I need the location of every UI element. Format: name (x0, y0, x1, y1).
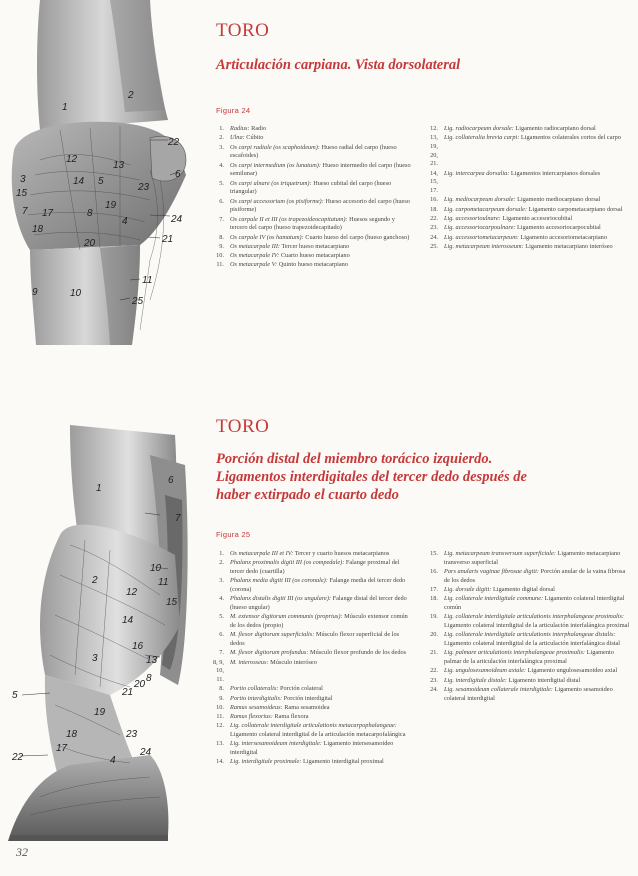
fig25-label: 10 (150, 563, 162, 574)
legend-spanish-term: Ligamento digital dorsal (491, 586, 555, 593)
legend-text (230, 613, 413, 630)
legend-text (230, 134, 413, 143)
legend-spanish-term: Ligamento accesoriometacarpiano (518, 233, 607, 241)
legend-item (208, 125, 413, 134)
fig24-label: 1 (62, 102, 68, 113)
legend-spanish-term: Ligamento metacarpiano interóseo (523, 242, 613, 250)
legend-item (208, 252, 413, 261)
legend-number: 12. (216, 722, 224, 730)
legend-number: 10. (216, 252, 224, 260)
legend-item (208, 659, 413, 685)
legend-number: 2. (219, 134, 224, 142)
fig25-label: 6 (168, 475, 174, 486)
legend-item (422, 224, 630, 233)
legend-number: 7. (219, 215, 224, 223)
fig25-label: 11 (158, 577, 169, 588)
legend-number: 11. (216, 261, 224, 269)
legend-number: 20. (430, 631, 438, 639)
legend-item (422, 550, 630, 567)
fig25-label: 19 (94, 707, 106, 718)
legend-item (208, 216, 413, 233)
figure-24-legend-left (208, 125, 413, 271)
legend-latin-term: Os metacarpale III et IV: (230, 550, 294, 557)
fig25-label: 21 (122, 687, 134, 698)
legend-latin-term: Lig. sesamoideum collaterale interdigitale: (444, 685, 553, 693)
legend-number: 5. (219, 179, 224, 187)
legend-text (444, 243, 630, 252)
fig24-label: 10 (70, 288, 82, 299)
legend-spanish-term: Ligamento accesoriocarpocubital (515, 224, 601, 232)
legend-text (230, 649, 413, 658)
legend-spanish-term: Quinto hueso metacarpiano (277, 261, 348, 269)
fig24-label: 15 (16, 188, 28, 199)
legend-text (230, 704, 413, 713)
legend-number: 1. (219, 125, 224, 132)
legend-spanish-term: Músculo flexor profundo de los dedos (308, 649, 407, 657)
legend-spanish-term: Tercer hueso metacarpiano (280, 242, 350, 250)
legend-latin-term: Lig. accessorioulnare: (444, 215, 501, 222)
fig24-label: 8 (87, 208, 93, 219)
legend-item (208, 243, 413, 252)
legend-latin-term: Lig. collaterale interdigitale articulationis interphalangeae proximalis: (444, 613, 625, 621)
fig24-label: 11 (142, 275, 153, 286)
legend-spanish-term: Ligamento mediocarpiano dorsal (515, 196, 601, 204)
legend-item (422, 206, 630, 215)
legend-spanish-term: Hueso intermedio del carpo (hueso semilunar) (230, 161, 411, 178)
legend-number: 7. (219, 649, 224, 657)
legend-latin-term: Lig. collaterale interdigitale commune: (444, 595, 544, 603)
legend-latin-term: M. extensor digitorum communis (proprius): (230, 613, 343, 621)
legend-number: 1. (219, 550, 224, 557)
legend-spanish-term: Músculo extensor común de los dedos (propio) (230, 613, 408, 629)
legend-item (208, 234, 413, 243)
legend-latin-term: Lig. metacarpeum interosseum: (444, 242, 524, 250)
legend-number: 15. (430, 550, 438, 557)
legend-spanish-term: Ligamento colateral interdigital de la articulación metacarpofalángica (230, 731, 406, 739)
legend-item (208, 685, 413, 694)
legend-latin-term: Lig. mediocarpeum dorsale: (444, 196, 516, 204)
fig25-label: 20 (134, 679, 146, 690)
legend-text (444, 196, 630, 205)
legend-text (230, 144, 413, 161)
legend-text (230, 243, 413, 252)
fig24-label: 19 (105, 200, 117, 211)
figure-24-legend-right (422, 125, 630, 252)
legend-latin-term: Os carpale II et III (os trapezoideocapitatum): (230, 215, 348, 223)
legend-text (444, 595, 630, 612)
legend-latin-term: Ramus sesamoideus: (230, 703, 283, 711)
legend-number: 18. (430, 205, 438, 213)
fig25-label: 13 (146, 655, 158, 666)
legend-spanish-term: Ligamento ungulosesamoideo axial (526, 667, 618, 675)
legend-text (230, 595, 413, 612)
fig25-label: 2 (92, 575, 98, 586)
legend-text (444, 686, 630, 703)
legend-text (444, 568, 630, 585)
fig25-label: 7 (175, 513, 181, 524)
legend-item (422, 568, 630, 585)
legend-item (422, 649, 630, 666)
legend-latin-term: Lig. dorsale digiti: (444, 586, 492, 593)
legend-latin-term: Radius: (230, 125, 250, 132)
legend-spanish-term: Músculo flexor superficial de los dedos (230, 631, 400, 647)
legend-number: 13. (216, 740, 224, 748)
legend-latin-term: Lig. intersesamoideum interdigitale: (230, 740, 322, 748)
legend-text (230, 758, 413, 767)
fig25-label: 8 (146, 673, 152, 684)
legend-text (230, 659, 413, 685)
legend-spanish-term: Huesos segundo y tercero del carpo (hueso trapezoidecapitado) (230, 215, 395, 232)
legend-latin-term: Os carpi accessorium (os pisiforme): (230, 197, 324, 205)
legend-number: 9. (219, 242, 224, 250)
legend-number: 24. (430, 685, 438, 693)
legend-item (422, 215, 630, 224)
legend-number: 10. (216, 703, 224, 711)
legend-number: 6. (219, 197, 224, 205)
legend-text (444, 649, 630, 666)
legend-item (208, 595, 413, 612)
legend-latin-term: Lig. collateralia brevia carpi: (444, 134, 520, 142)
legend-spanish-term: Ligamentos colaterales cortos del carpo (519, 134, 621, 142)
legend-spanish-term: Ligamento metacarpiano transverso superficial (444, 550, 621, 566)
legend-latin-term: Lig. metacarpeum transversum superficiale: (444, 550, 556, 557)
fig24-label: 3 (20, 174, 26, 185)
legend-latin-term: Pars anularis vaginae fibrosae digiti: (444, 568, 539, 575)
figure-24-label: Figura 24 (216, 106, 251, 115)
legend-item (422, 595, 630, 612)
legend-spanish-term: Ligamento interdigital distal (506, 676, 581, 684)
legend-text (444, 586, 630, 595)
legend-latin-term: M. interosseus: (230, 658, 269, 666)
legend-number: 23. (430, 224, 438, 232)
fig24-label: 21 (162, 234, 174, 245)
legend-latin-term: Os metacarpale III: (230, 242, 281, 250)
legend-latin-term: Lig. radiocarpeum dorsale: (444, 125, 514, 132)
legend-number: 16. (430, 568, 438, 575)
legend-text (230, 559, 413, 576)
legend-number: 24. (430, 233, 438, 241)
legend-text (444, 224, 630, 233)
legend-item (422, 667, 630, 676)
fig24-label: 23 (138, 182, 150, 193)
fig25-label: 15 (166, 597, 178, 608)
legend-number: 3. (219, 577, 224, 585)
legend-number: 8. (219, 685, 224, 693)
legend-text (230, 740, 413, 757)
legend-spanish-term: Cuarto hueso del carpo (hueso ganchoso) (303, 233, 410, 241)
legend-text (230, 722, 413, 739)
legend-item (422, 125, 630, 134)
legend-latin-term: Os carpi radiale (os scaphoideum): (230, 143, 320, 151)
legend-latin-term: Lig. collaterale interdigitale articulationis metacarpophalangeae: (230, 722, 397, 730)
legend-text (230, 198, 413, 215)
legend-item (208, 261, 413, 270)
legend-text (230, 234, 413, 243)
legend-text (230, 216, 413, 233)
legend-number: 4. (219, 161, 224, 169)
fig25-label: 1 (96, 483, 102, 494)
legend-item (208, 649, 413, 658)
legend-number: 13, 19, 20, 21. (430, 134, 438, 168)
legend-number: 25. (430, 242, 438, 250)
legend-item (422, 586, 630, 595)
fig24-label: 12 (66, 154, 78, 165)
legend-number: 6. (219, 631, 224, 639)
legend-text (444, 677, 630, 686)
legend-spanish-term: Ligamentos intercarpianos dorsales (509, 169, 601, 177)
fig25-label: 4 (110, 755, 116, 766)
legend-number: 14, 15, 17. (430, 169, 438, 195)
legend-latin-term: Lig. palmare articulationis interphalangeae proximalis: (444, 649, 586, 657)
legend-number: 9. (219, 694, 224, 702)
legend-number: 4. (219, 595, 224, 603)
legend-text (444, 613, 630, 630)
legend-number: 8. (219, 233, 224, 241)
legend-text (444, 134, 630, 169)
legend-spanish-term: Porción anular de la vaina fibrosa de los dedos (444, 568, 626, 584)
legend-number: 17. (430, 586, 438, 593)
legend-latin-term: M. flexor digitorum superficialis: (230, 631, 315, 639)
legend-number: 5. (219, 613, 224, 621)
legend-spanish-term: Ligamento colateral interdigital de la articulación interfalángica proximal (444, 622, 630, 629)
legend-number: 14. (216, 758, 224, 766)
fig25-label: 12 (126, 587, 138, 598)
fig24-label: 7 (22, 206, 28, 217)
legend-item (208, 162, 413, 179)
fig24-label: 5 (98, 176, 104, 187)
legend-text (444, 125, 630, 134)
legend-latin-term: Ulna: (230, 134, 245, 142)
fig25-label: 5 (12, 690, 18, 701)
legend-text (230, 180, 413, 197)
legend-spanish-term: Falange distal del tercer dedo (hueso ungular) (230, 595, 407, 611)
legend-item (422, 677, 630, 686)
legend-number: 2. (219, 559, 224, 567)
section2-subtitle: Porción distal del miembro torácico izquierdo. Ligamentos interdigitales del tercer dedo después de haber extirpado el cuarto dedo (216, 451, 527, 503)
legend-spanish-term: Ligamento intersesamoideo interdigital (230, 740, 394, 757)
legend-latin-term: Lig. accessoriometacarpeum: (444, 233, 519, 241)
legend-number: 12. (430, 125, 438, 132)
legend-latin-term: Os metacarpale V: (230, 261, 278, 269)
fig24-label: 9 (32, 287, 38, 298)
legend-item (208, 613, 413, 630)
legend-latin-term: Portio interdigitalis: (230, 694, 283, 702)
legend-text (444, 234, 630, 243)
legend-spanish-term: Falange proximal del tercer dedo (cuartilla) (230, 559, 400, 575)
legend-spanish-term: Músculo interóseo (268, 658, 317, 666)
fig25-label: 17 (56, 743, 68, 754)
legend-item (422, 686, 630, 703)
legend-text (230, 252, 413, 261)
legend-spanish-term: Hueso accesorio del carpo (hueso pisiforme) (230, 197, 410, 214)
legend-number: 16. (430, 196, 438, 204)
legend-spanish-term: Radio (249, 125, 267, 132)
legend-spanish-term: Cuarto hueso metacarpiano (279, 252, 350, 260)
legend-latin-term: Lig. intercarpea dorsalia: (444, 169, 510, 177)
legend-latin-term: Os carpale IV (os hamatum): (230, 233, 304, 241)
legend-latin-term: M. flexor digitorum profundus: (230, 649, 309, 657)
fig24-label: 2 (128, 90, 134, 101)
legend-text (444, 631, 630, 648)
legend-latin-term: Os carpi intermedium (os lunatum): (230, 161, 321, 169)
figure-25-label: Figura 25 (216, 530, 251, 539)
legend-text (444, 667, 630, 676)
legend-spanish-term: Rama flexora (272, 713, 309, 721)
legend-spanish-term: Ligamento colateral interdigital común (444, 595, 625, 611)
fig24-label: 14 (73, 176, 85, 187)
legend-spanish-term: Tercer y cuarto huesos metacarpianos (293, 550, 390, 557)
fig24-label: 18 (32, 224, 44, 235)
fig24-label: 22 (168, 137, 180, 148)
legend-item (208, 695, 413, 704)
legend-item (422, 234, 630, 243)
fig25-label: 22 (12, 752, 24, 763)
legend-item (208, 740, 413, 757)
legend-spanish-term: Hueso radial del carpo (hueso escafoides) (230, 143, 397, 160)
fig25-label: 16 (132, 641, 144, 652)
legend-item (422, 170, 630, 196)
legend-item (422, 631, 630, 648)
legend-spanish-term: Ligamento colateral interdigital de la articulación interfalángica distal (444, 640, 621, 647)
legend-spanish-term: Ligamento sesamoideo colateral interdigital (444, 685, 613, 702)
legend-latin-term: Lig. interdigitale distale: (444, 676, 507, 684)
legend-item (208, 198, 413, 215)
fig25-label: 24 (140, 747, 152, 758)
fig24-label: 17 (42, 208, 54, 219)
legend-number: 19. (430, 613, 438, 621)
legend-number: 22. (430, 215, 438, 222)
fig24-label: 4 (122, 216, 128, 227)
legend-latin-term: Os carpi ulnare (os triquetrum): (230, 179, 312, 187)
figure-25-legend-left (208, 550, 413, 768)
legend-item (208, 559, 413, 576)
legend-latin-term: Lig. carpometacarpeum dorsale: (444, 205, 528, 213)
legend-item (208, 577, 413, 594)
legend-number: 23. (430, 676, 438, 684)
fig24-label: 24 (171, 214, 183, 225)
fig25-label: 18 (66, 729, 78, 740)
fig24-label: 6 (175, 169, 181, 180)
legend-spanish-term: Ligamento carpometacarpiano dorsal (527, 205, 623, 213)
legend-number: 11. (216, 713, 224, 721)
legend-item (208, 722, 413, 739)
legend-spanish-term: Ligamento interdigital proximal (301, 758, 384, 766)
section1-subtitle: Articulación carpiana. Vista dorsolateral (216, 57, 461, 73)
legend-item (422, 243, 630, 252)
legend-item (208, 631, 413, 648)
legend-spanish-term: Hueso cubital del carpo (hueso triangular) (230, 179, 392, 196)
legend-latin-term: Lig. collaterale interdigitale articulationis interphalangeae distalis: (444, 631, 616, 639)
legend-spanish-term: Cúbito (244, 134, 264, 142)
section1-title: TORO (216, 20, 270, 41)
legend-number: 3. (219, 143, 224, 151)
legend-latin-term: Lig. accessoriocarpoulnare: (444, 224, 516, 232)
legend-text (230, 685, 413, 694)
fig24-label: 20 (84, 238, 96, 249)
legend-text (444, 206, 630, 215)
legend-text (230, 713, 413, 722)
legend-item (422, 196, 630, 205)
legend-latin-term: Os metacarpale IV: (230, 252, 280, 260)
legend-item (208, 713, 413, 722)
legend-spanish-term: Ligamento accesoriocubital (500, 215, 573, 222)
legend-item (422, 134, 630, 169)
figure-25-legend-right (422, 550, 630, 704)
legend-latin-term: Phalanx distalis digiti III (os ungulare): (230, 595, 332, 603)
legend-spanish-term: Ligamento radiocarpiano dorsal (513, 125, 596, 132)
legend-spanish-term: Porción colateral (278, 685, 323, 693)
fig24-label: 13 (113, 160, 125, 171)
legend-item (208, 180, 413, 197)
legend-number: 21. (430, 649, 438, 657)
legend-latin-term: Lig. interdigitale proximale: (230, 758, 302, 766)
legend-item (208, 144, 413, 161)
legend-text (444, 170, 630, 196)
legend-latin-term: Ramus flexorius: (230, 713, 273, 721)
legend-text (230, 577, 413, 594)
page-number: 32 (16, 845, 28, 859)
legend-latin-term: Phalanx media digiti III (os coronale): (230, 577, 328, 585)
legend-text (444, 550, 630, 567)
legend-latin-term: Phalanx proximalis digiti III (os compedale): (230, 559, 345, 567)
figure-24-illustration (0, 0, 200, 345)
legend-spanish-term: Falange media del tercer dedo (corona) (230, 577, 406, 593)
legend-text (230, 550, 413, 559)
section2-title: TORO (216, 416, 270, 437)
fig25-label: 14 (122, 615, 134, 626)
legend-text (230, 695, 413, 704)
legend-text (444, 215, 630, 224)
fig25-label: 3 (92, 653, 98, 664)
fig25-label: 23 (126, 729, 138, 740)
legend-number: 22. (430, 667, 438, 675)
legend-spanish-term: Porción interdigital (282, 694, 333, 702)
legend-item (208, 550, 413, 559)
legend-text (230, 631, 413, 648)
legend-latin-term: Portio collateralis: (230, 685, 279, 693)
legend-text (230, 162, 413, 179)
legend-item (422, 613, 630, 630)
fig24-label: 25 (132, 296, 144, 307)
legend-text (230, 125, 413, 134)
figure-25-illustration (0, 425, 200, 845)
legend-spanish-term: Ligamento palmar de la articulación interfalángica proximal (444, 649, 614, 665)
legend-item (208, 704, 413, 713)
legend-spanish-term: Rama sesamoidea (282, 703, 330, 711)
legend-text (230, 261, 413, 270)
legend-item (208, 758, 413, 767)
legend-number: 8, 9, 10, 11. (212, 658, 224, 683)
legend-latin-term: Lig. ungulosesamoideum axiale: (444, 667, 527, 675)
legend-item (208, 134, 413, 143)
legend-number: 18. (430, 595, 438, 603)
